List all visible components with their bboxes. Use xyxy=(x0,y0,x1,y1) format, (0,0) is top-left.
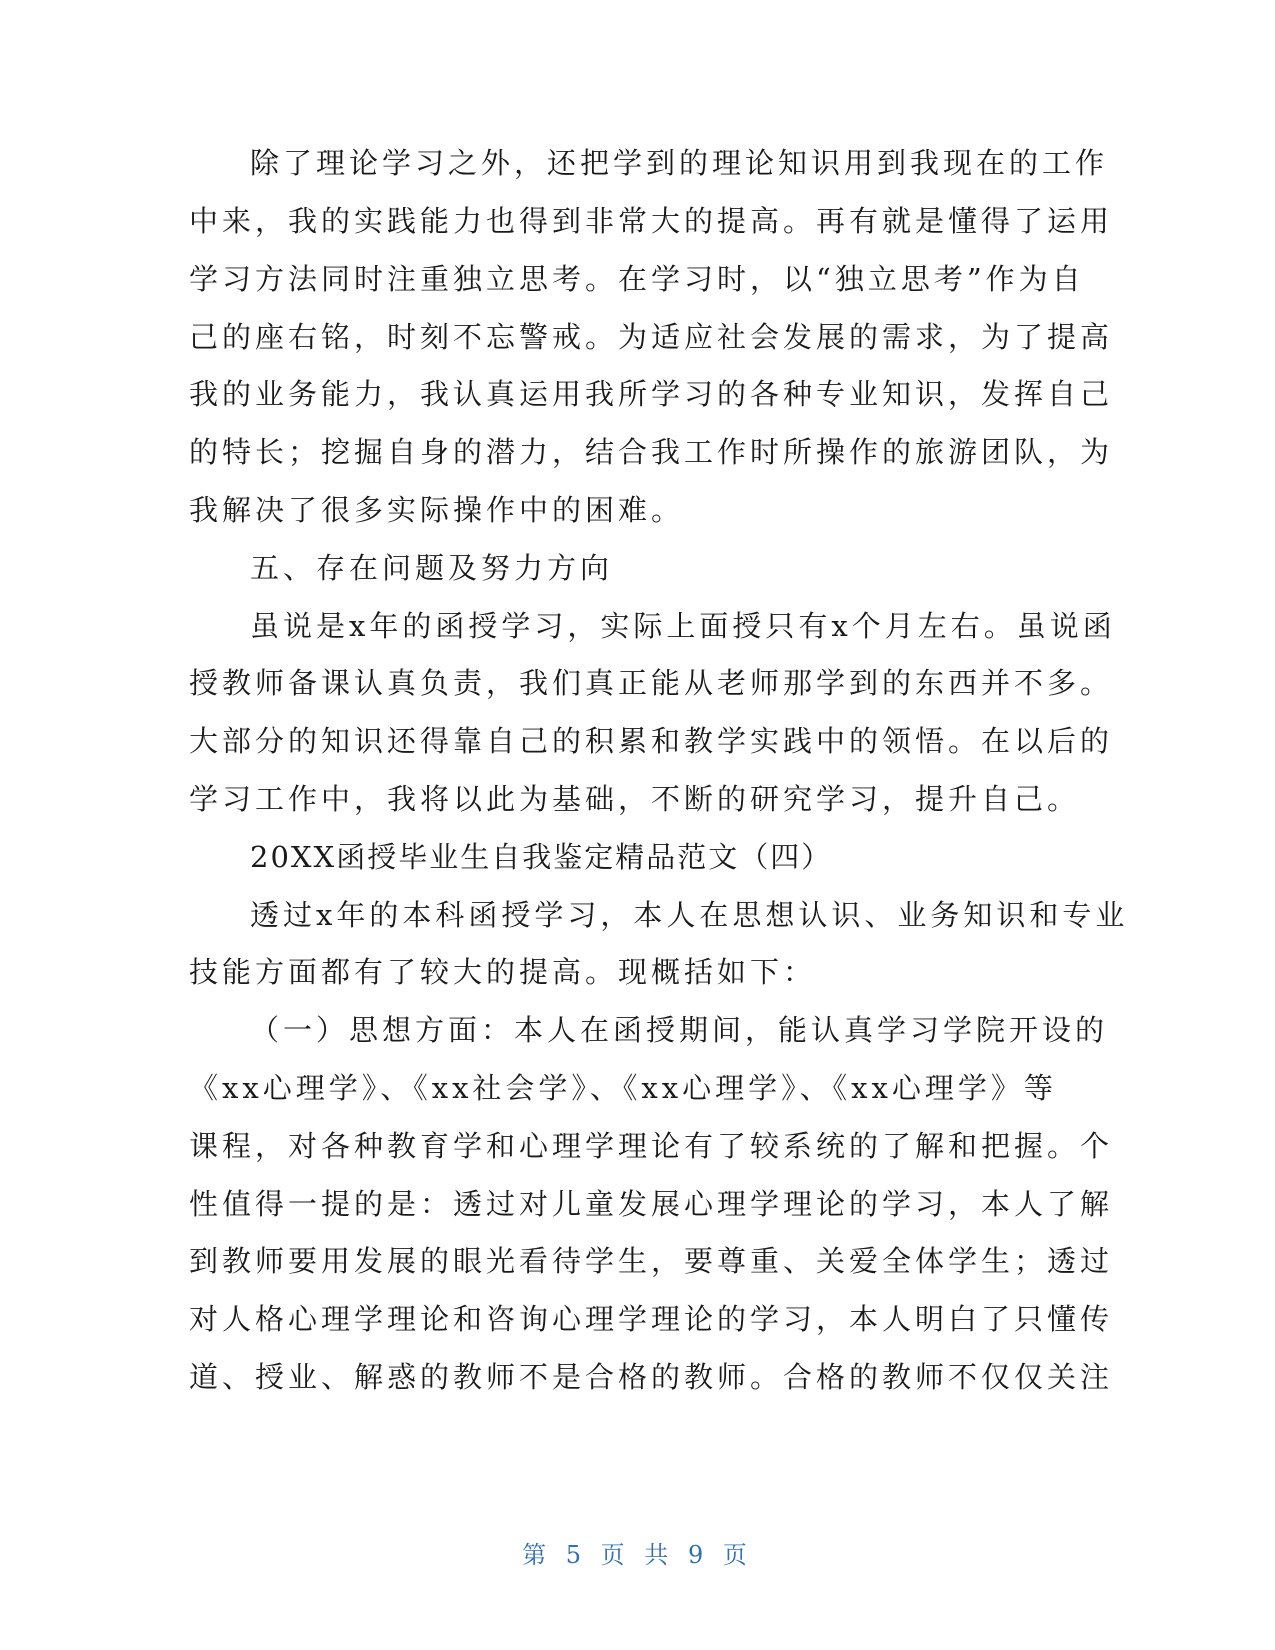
page-number-footer: 第 5 页 共 9 页 xyxy=(522,1541,753,1569)
paragraph-line: 我的业务能力，我认真运用我所学习的各种专业知识，发挥自己 xyxy=(189,377,1114,411)
paragraph-line: 到教师要用发展的眼光看待学生，要尊重、关爱全体学生；透过 xyxy=(189,1244,1114,1278)
paragraph-line: 大部分的知识还得靠自己的积累和教学实践中的领悟。在以后的 xyxy=(189,724,1114,758)
paragraph-line: 学习工作中，我将以此为基础，不断的研究学习，提升自己。 xyxy=(189,782,1081,816)
paragraph-line: 的特长；挖掘自身的潜力，结合我工作时所操作的旅游团队，为 xyxy=(189,435,1114,469)
paragraph-line: （一）思想方面：本人在函授期间，能认真学习学院开设的 xyxy=(250,1013,1109,1047)
paragraph-line: 性值得一提的是：透过对儿童发展心理学理论的学习，本人了解 xyxy=(189,1187,1114,1221)
paragraph-line: 课程，对各种教育学和心理学理论有了较系统的了解和把握。个 xyxy=(189,1129,1114,1163)
paragraph-line: 己的座右铭，时刻不忘警戒。为适应社会发展的需求，为了提高 xyxy=(189,320,1114,354)
paragraph-line: 透过x年的本科函授学习，本人在思想认识、业务知识和专业 xyxy=(250,898,1129,932)
paragraph-line: 中来，我的实践能力也得到非常大的提高。再有就是懂得了运用 xyxy=(189,204,1114,238)
paragraph-line: 我解决了很多实际操作中的困难。 xyxy=(189,493,685,527)
paragraph-line: 学习方法同时注重独立思考。在学习时，以“独立思考”作为自 xyxy=(189,262,1085,296)
paragraph-line: 除了理论学习之外，还把学到的理论知识用到我现在的工作 xyxy=(250,146,1109,180)
paragraph-line: 《xx心理学》、《xx社会学》、《xx心理学》、《xx心理学》等 xyxy=(189,1071,1057,1105)
paragraph-line: 授教师备课认真负责，我们真正能从老师那学到的东西并不多。 xyxy=(189,666,1114,700)
section-heading: 五、存在问题及努力方向 xyxy=(250,551,614,585)
paragraph-line: 对人格心理学理论和咨询心理学理论的学习，本人明白了只懂传 xyxy=(189,1302,1114,1336)
paragraph-line: 技能方面都有了较大的提高。现概括如下： xyxy=(189,955,817,989)
paragraph-line: 道、授业、解惑的教师不是合格的教师。合格的教师不仅仅关注 xyxy=(189,1360,1114,1394)
paragraph-line: 虽说是x年的函授学习，实际上面授只有x个月左右。虽说函 xyxy=(250,609,1116,643)
article-title: 20XX函授毕业生自我鉴定精品范文（四） xyxy=(250,840,833,874)
